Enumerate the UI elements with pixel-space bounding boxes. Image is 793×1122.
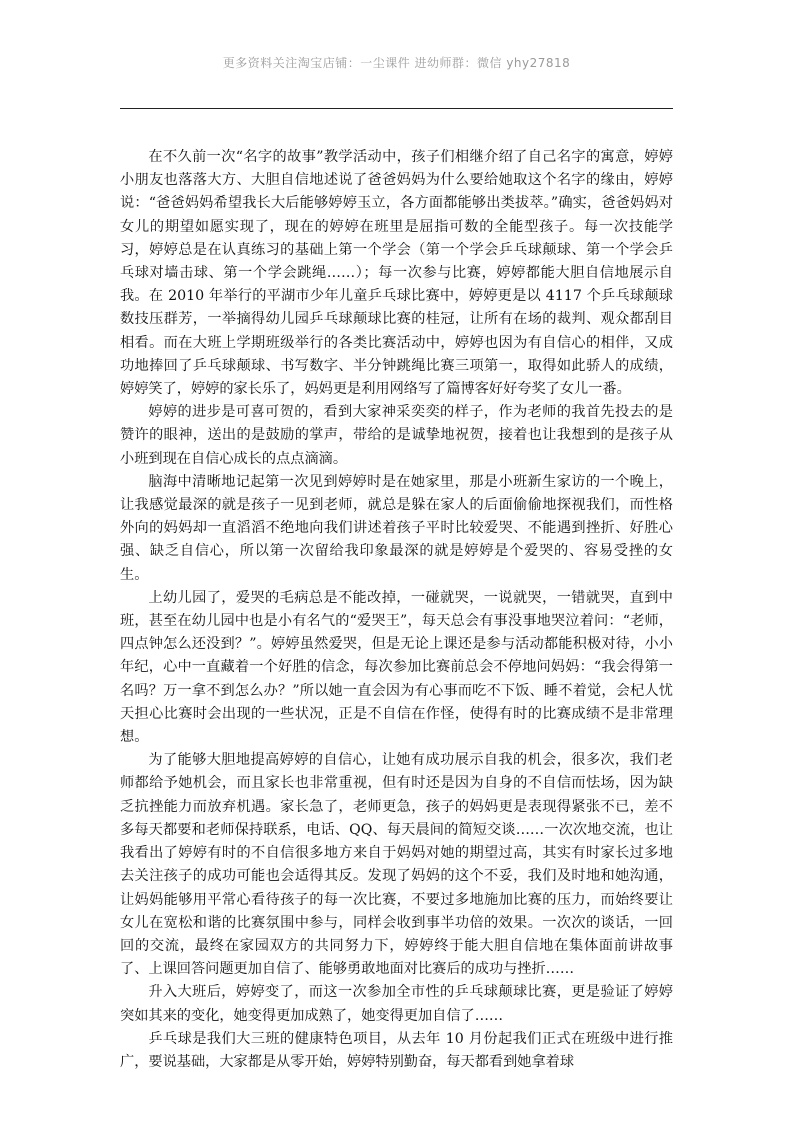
- paragraph: 婷婷的进步是可喜可贺的，看到大家神采奕奕的样子，作为老师的我首先投去的是赞许的眼神，送出的是鼓励的掌声，带给的是诚挚地祝贺，接着也让我想到的是孩子从小班到现在自信心成长的点点滴滴。: [120, 404, 673, 467]
- paragraph: 在不久前一次“名字的故事”教学活动中，孩子们相继介绍了自己名字的寓意，婷婷小朋友也落落大方、大胆自信地述说了爸爸妈妈为什么要给她取这个名字的缘由，婷婷说：“爸爸妈妈希望我长大后能够婷婷玉立，各方面都能够出类拔萃。”确实，爸爸妈妈对女儿的期望如愿实现了，现在的婷婷在班里是屈指可数的全能型孩子。每一次技能学习，婷婷总是在认真练习的基础上第一个学会（第一个学会乒乓球颠球、第一个学会乒乓球对墙击球、第一个学会跳绳……）；每一次参与比赛，婷婷都能大胆自信地展示自我。在 2010 年举行的平湖市少年儿童乒乓球比赛中，婷婷更是以 4117 个乒乓球颠球数技压群芳，一举摘得幼儿园乒乓球颠球比赛的桂冠，让所有在场的裁判、观众都刮目相看。而在大班上学期班级举行的各类比赛活动中，婷婷也因为有自信心的相伴，又成功地捧回了乒乓球颠球、书写数字、半分钟跳绳比赛三项第一，取得如此骄人的成绩，婷婷笑了，婷婷的家长乐了，妈妈更是利用网络写了篇博客好好夸奖了女儿一番。: [120, 149, 673, 398]
- paragraph: 脑海中清晰地记起第一次见到婷婷时是在她家里，那是小班新生家访的一个晚上，让我感觉最深的就是孩子一见到老师，就总是躲在家人的后面偷偷地探视我们，而性格外向的妈妈却一直滔滔不绝地向我们讲述着孩子平时比较爱哭、不能遇到挫折、好胜心强、缺乏自信心，所以第一次留给我印象最深的就是婷婷是个爱哭的、容易受挫的女生。: [120, 473, 673, 583]
- header-divider: [120, 108, 673, 109]
- paragraph: 为了能够大胆地提高婷婷的自信心，让她有成功展示自我的机会，很多次，我们老师都给予她机会，而且家长也非常重视，但有时还是因为自身的不自信而怯场，因为缺乏抗挫能力而放弃机遇。家长急了，老师更急，孩子的妈妈更是表现得紧张不已，差不多每天都要和老师保持联系，电话、QQ、每天晨间的简短交谈……一次次地交流，也让我看出了婷婷有时的不自信很多地方来自于妈妈对她的期望过高，其实有时家长过多地去关注孩子的成功可能也会适得其反。发现了妈妈的这个不妥，我们及时地和她沟通，让妈妈能够用平常心看待孩子的每一次比赛，不要过多地施加比赛的压力，而始终要让女儿在宽松和谐的比赛氛围中参与，同样会收到事半功倍的效果。一次次的谈话，一回回的交流，最终在家园双方的共同努力下，婷婷终于能大胆自信地在集体面前讲故事了、上课回答问题更加自信了、能够勇敢地面对比赛后的成功与挫折……: [120, 752, 673, 978]
- paragraph: 升入大班后，婷婷变了，而这一次参加全市性的乒乓球颠球比赛，更是验证了婷婷突如其来的变化，她变得更加成熟了，她变得更加自信了……: [120, 984, 673, 1024]
- paragraph: 上幼儿园了，爱哭的毛病总是不能改掉，一碰就哭，一说就哭，一错就哭，直到中班，甚至在幼儿园中也是小有名气的“爱哭王”，每天总会有事没事地哭泣着问：“老师，四点钟怎么还没到？”。婷婷虽然爱哭，但是无论上课还是参与活动都能积极对待，小小年纪，心中一直藏着一个好胜的信念，每次参加比赛前总会不停地问妈妈：“我会得第一名吗？万一拿不到怎么办？”所以她一直会因为有心事而吃不下饭、睡不着觉，会杞人忧天担心比赛时会出现的一些状况，正是不自信在作怪，使得有时的比赛成绩不是非常理想。: [120, 589, 673, 746]
- paragraph: 乒乓球是我们大三班的健康特色项目，从去年 10 月份起我们正式在班级中进行推广，要说基础，大家都是从零开始，婷婷特别勤奋，每天都看到她拿着球: [120, 1030, 673, 1070]
- header-watermark-note: 更多资料关注淘宝店铺：一尘课件 进幼师群：微信 yhy27818: [222, 56, 571, 70]
- article-body: [120, 146, 673, 1074]
